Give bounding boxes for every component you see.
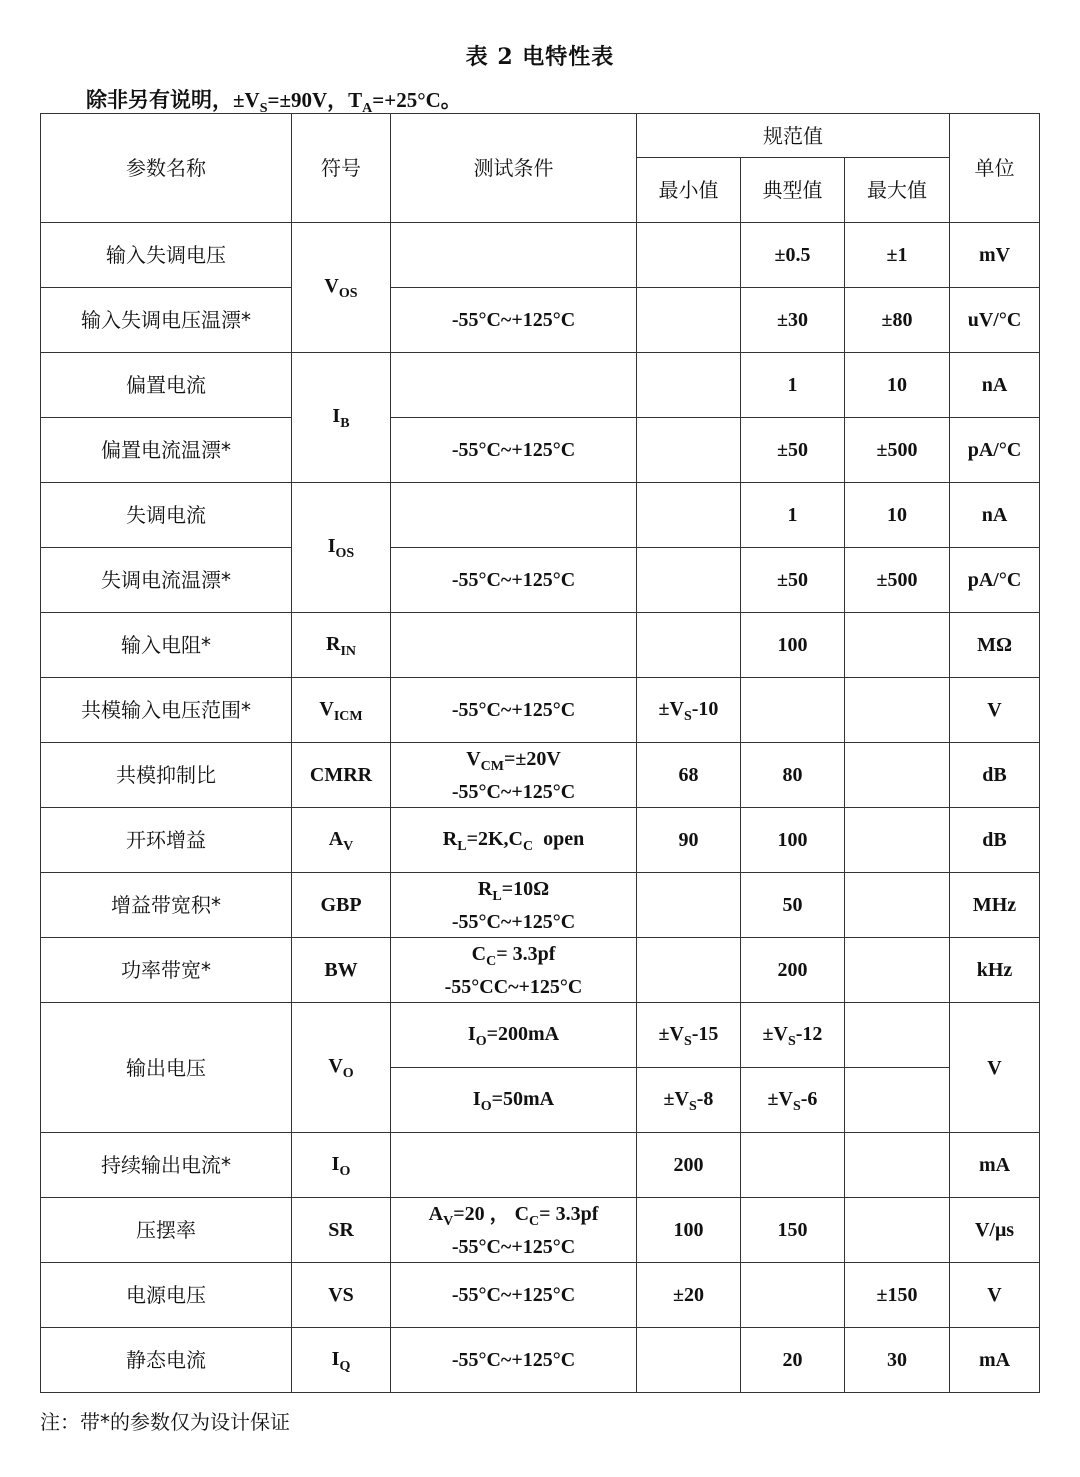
table-row: 静态电流 $I_Q$ -55°C~+125°C 20 30 mA — [41, 1328, 1040, 1393]
symbol-ib: $I_B$ — [292, 353, 391, 483]
header-typ: 典型值 — [741, 158, 845, 223]
header-unit: 单位 — [950, 114, 1040, 223]
table-row: 开环增益 $A_V$ $R_L=2K,C_C$ open 90 100 dB — [41, 808, 1040, 873]
test-condition-note: 除非另有说明，$\pm V_S=\pm 90V$，$T_A=+25^\circ C$。 — [86, 88, 462, 116]
header-max: 最大值 — [845, 158, 950, 223]
table-row: 偏置电流 $I_B$ 1 10 nA — [41, 353, 1040, 418]
table-row: $I_O=50mA$ $\pm V_S-8$ $\pm V_S-6$ — [41, 1068, 1040, 1133]
header-spec: 规范值 — [637, 114, 950, 158]
header-min: 最小值 — [637, 158, 741, 223]
table-row: 输出电压 $V_O$ $I_O=200mA$ $\pm V_S-15$ $\pm V_S-12$ V — [41, 1003, 1040, 1068]
table-row: 共模输入电压范围* $V_{ICM}$ -55°C~+125°C $\pm V_S-10$ V — [41, 678, 1040, 743]
symbol-vo: $V_O$ — [292, 1003, 391, 1133]
symbol-ios: $I_{OS}$ — [292, 483, 391, 613]
table-row: 输入失调电压 $V_{OS}$ ±0.5 ±1 mV — [41, 223, 1040, 288]
header-param: 参数名称 — [41, 114, 292, 223]
table-row: 失调电流 $I_{OS}$ 1 10 nA — [41, 483, 1040, 548]
electrical-characteristics-table — [40, 113, 1040, 1393]
table-row: 增益带宽积* GBP $R_L=10\Omega$ -55°C~+125°C 50 MHz — [41, 873, 1040, 938]
footnote: 注：带*的参数仅为设计保证 — [40, 1410, 290, 1434]
symbol-rin: $R_{IN}$ — [292, 613, 391, 678]
symbol-av: $A_V$ — [292, 808, 391, 873]
table-row: 输入失调电压温漂* -55°C~+125°C ±30 ±80 uV/°C — [41, 288, 1040, 353]
symbol-vicm: $V_{ICM}$ — [292, 678, 391, 743]
table-row: 压摆率 SR $A_V=20$ ， $C_C= 3.3pf$ -55°C~+125°C 100 150 V/μs — [41, 1198, 1040, 1263]
symbol-vos: $V_{OS}$ — [292, 223, 391, 353]
table-row: 电源电压 VS -55°C~+125°C ±20 ±150 V — [41, 1263, 1040, 1328]
table-row: 持续输出电流* $I_O$ 200 mA — [41, 1133, 1040, 1198]
header-test: 测试条件 — [391, 114, 637, 223]
table-row: 功率带宽* BW $C_C= 3.3pf$ -55°CC~+125°C 200 kHz — [41, 938, 1040, 1003]
table-title: 表 2 电特性表 — [465, 44, 615, 70]
header-symbol: 符号 — [292, 114, 391, 223]
symbol-io: $I_O$ — [292, 1133, 391, 1198]
table-row: 共模抑制比 CMRR $V_{CM}=\pm 20V$ -55°C~+125°C 68 80 dB — [41, 743, 1040, 808]
table-row: 输入电阻* $R_{IN}$ 100 MΩ — [41, 613, 1040, 678]
table-row: 偏置电流温漂* -55°C~+125°C ±50 ±500 pA/°C — [41, 418, 1040, 483]
symbol-iq: $I_Q$ — [292, 1328, 391, 1393]
table-row: 失调电流温漂* -55°C~+125°C ±50 ±500 pA/°C — [41, 548, 1040, 613]
